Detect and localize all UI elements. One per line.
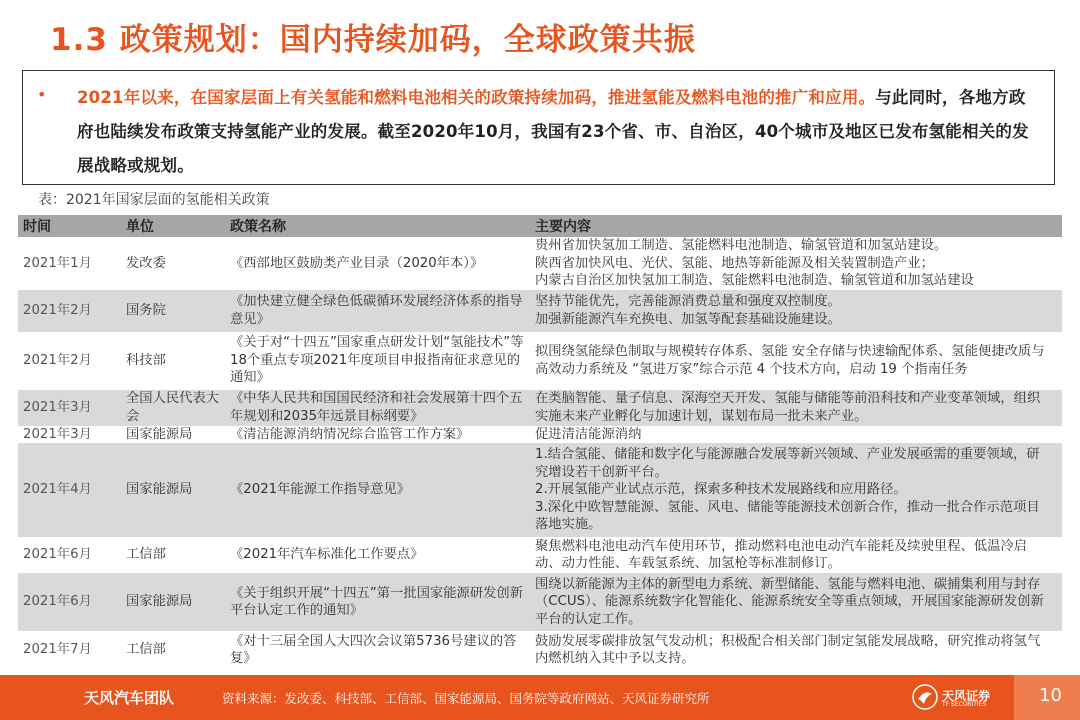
- cell-policy-name-text: 《西部地区鼓励类产业目录（2020年本）》: [230, 255, 484, 271]
- cell-policy-name: [225, 332, 530, 390]
- cell-content: [530, 237, 1062, 290]
- cell-policy-name: [225, 426, 530, 444]
- cell-date-text: 2021年4月: [23, 482, 92, 498]
- cell-unit-text: 全国人民代表大会: [126, 391, 220, 424]
- cell-content-text: 促进清洁能源消纳: [535, 426, 642, 442]
- cell-date-text: 2021年2月: [23, 302, 92, 318]
- cell-content: [530, 426, 1062, 444]
- summary-rest: 与此同时，各地方政府也陆续发布政策支持氢能产业的发展。截至2020年10月，我国有23个省、市、自治区，40个城市及地区已发布氢能相关的发展战略或规划。: [77, 88, 1029, 175]
- table-row: [18, 237, 1062, 290]
- cell-content: [530, 290, 1062, 332]
- table-header-row: [18, 215, 1062, 237]
- cell-content-text: 鼓励发展零碳排放氢气发动机；积极配合相关部门制定氢能发展战略，研究推动将氢气内燃机纳入其中予以支持。: [535, 633, 1041, 666]
- cell-policy-name: [225, 573, 530, 631]
- cell-date-text: 2021年6月: [23, 594, 92, 610]
- cell-unit: [121, 332, 225, 390]
- cell-unit-text: 工信部: [126, 642, 166, 658]
- cell-content-text: 聚焦燃料电池电动汽车使用环节，推动燃料电池电动汽车能耗及续驶里程、低温冷启动、动力性能、车载氢系统、加氢枪等标准制修订。: [535, 538, 1027, 571]
- header-content: 主要内容: [530, 215, 1062, 237]
- cell-content: [530, 631, 1062, 669]
- cell-unit-text: 国家能源局: [126, 426, 193, 442]
- cell-policy-name: [225, 390, 530, 426]
- header-unit: 单位: [121, 215, 225, 237]
- cell-policy-name: [225, 237, 530, 290]
- cell-date-text: 2021年2月: [23, 352, 92, 368]
- cell-date: [18, 573, 121, 631]
- cell-content: [530, 443, 1062, 537]
- summary-box: [22, 70, 1055, 185]
- cell-content: [530, 573, 1062, 631]
- table-row: [18, 332, 1062, 390]
- cell-unit: [121, 237, 225, 290]
- cell-policy-name-text: 《清洁能源消纳情况综合监管工作方案》: [230, 426, 470, 442]
- policy-table: [18, 215, 1062, 669]
- cell-policy-name: [225, 443, 530, 537]
- cell-unit-text: 科技部: [126, 352, 166, 368]
- page-title: 1.3 政策规划：国内持续加码，全球政策共振: [50, 22, 696, 58]
- cell-unit-text: 工信部: [126, 547, 166, 563]
- footer-team: 天风汽车团队: [84, 689, 175, 707]
- cell-policy-name-text: 《中华人民共和国国民经济和社会发展第十四个五年规划和2035年远景目标纲要》: [230, 391, 523, 424]
- cell-unit-text: 国务院: [126, 302, 166, 318]
- cell-unit-text: 国家能源局: [126, 594, 193, 610]
- cell-content-text: 1.结合氢能、储能和数字化与能源融合发展等新兴领域、产业发展亟需的重要领域，研究增设若干创新平台。 2.开展氢能产业试点示范，探索多种技术发展路线和应用路径。 3.深化中欧智慧能源、氢能、风电、储能等能源技术创新合作，推动一批合作示范项目落地实施。: [535, 447, 1040, 533]
- cell-unit: [121, 537, 225, 573]
- table-row: [18, 537, 1062, 573]
- company-logo: [912, 684, 1014, 712]
- header-policy-name: 政策名称: [225, 215, 530, 237]
- logo-text: 天风证券: [942, 689, 991, 703]
- page-number-box: [1014, 675, 1080, 720]
- footer-source: 资料来源：发改委、科技部、工信部、国家能源局、国务院等政府网站、天风证券研究所: [222, 691, 710, 706]
- table-body: [18, 237, 1062, 669]
- cell-content-text: 贵州省加快氢加工制造、氢能燃料电池制造、输氢管道和加氢站建设。 陕西省加快风电、光伏、氢能、地热等新能源及相关装置制造产业； 内蒙古自治区加快氢加工制造、氢能燃料电池制造、输氢管道和加氢站建设: [535, 238, 974, 288]
- cell-date-text: 2021年3月: [23, 399, 92, 415]
- cell-content: [530, 390, 1062, 426]
- cell-date: [18, 426, 121, 444]
- table-row: [18, 631, 1062, 669]
- logo-subtext: TF SECURITIES: [942, 701, 987, 708]
- cell-content-text: 坚持节能优先，完善能源消费总量和强度双控制度。 加强新能源汽车充换电、加氢等配套基础设施建设。: [535, 294, 841, 327]
- cell-date-text: 2021年3月: [23, 426, 92, 442]
- cell-unit-text: 国家能源局: [126, 482, 193, 498]
- cell-policy-name-text: 《加快建立健全绿色低碳循环发展经济体系的指导意见》: [230, 294, 523, 327]
- cell-date-text: 2021年6月: [23, 547, 92, 563]
- table-row: [18, 426, 1062, 444]
- cell-policy-name: [225, 290, 530, 332]
- cell-unit: [121, 390, 225, 426]
- cell-policy-name-text: 《关于组织开展“十四五”第一批国家能源研发创新平台认定工作的通知》: [230, 585, 524, 618]
- cell-date: [18, 237, 121, 290]
- cell-date-text: 2021年1月: [23, 255, 92, 271]
- cell-date: [18, 290, 121, 332]
- table-row: [18, 390, 1062, 426]
- summary-highlight: 2021年以来，在国家层面上有关氢能和燃料电池相关的政策持续加码，推进氢能及燃料电池的推广和应用。: [77, 88, 876, 107]
- cell-policy-name-text: 《关于对“十四五”国家重点研发计划“氢能技术”等18个重点专项2021年度项目申报指南征求意见的通知》: [230, 335, 524, 386]
- cell-unit: [121, 426, 225, 444]
- bullet-icon: •: [37, 85, 47, 104]
- table-caption: 表：2021年国家层面的氢能相关政策: [38, 192, 270, 208]
- table-row: [18, 443, 1062, 537]
- cell-content-text: 拟围绕氢能绿色制取与规模转存体系、氢能 安全存储与快速输配体系、氢能便捷改质与高效动力系统及 “氢进万家”综合示范 4 个技术方向，启动 19 个指南任务: [535, 344, 1045, 377]
- cell-unit: [121, 631, 225, 669]
- cell-unit: [121, 573, 225, 631]
- cell-date: [18, 390, 121, 426]
- cell-content: [530, 332, 1062, 390]
- header-date: 时间: [18, 215, 121, 237]
- footer-bar: [0, 675, 1080, 720]
- cell-content-text: 在类脑智能、量子信息、深海空天开发、氢能与储能等前沿科技和产业变革领域，组织实施未来产业孵化与加速计划，谋划布局一批未来产业。: [535, 391, 1041, 424]
- summary-text: [45, 81, 1040, 183]
- cell-policy-name: [225, 631, 530, 669]
- cell-policy-name-text: 《2021年汽车标准化工作要点》: [230, 547, 424, 563]
- cell-date: [18, 537, 121, 573]
- logo-icon: [912, 684, 938, 710]
- cell-unit: [121, 290, 225, 332]
- table-row: [18, 573, 1062, 631]
- cell-content: [530, 537, 1062, 573]
- cell-content-text: 围绕以新能源为主体的新型电力系统、新型储能、氢能与燃料电池、碳捕集利用与封存（CCUS）、能源系统数字化智能化、能源系统安全等重点领域，开展国家能源研发创新平台的认定工作。: [535, 576, 1044, 627]
- cell-unit: [121, 443, 225, 537]
- page-number: 10: [1039, 685, 1062, 706]
- cell-policy-name-text: 《2021年能源工作指导意见》: [230, 482, 411, 498]
- table-row: [18, 290, 1062, 332]
- cell-unit-text: 发改委: [126, 255, 166, 271]
- cell-date: [18, 631, 121, 669]
- cell-policy-name-text: 《对十三届全国人大四次会议第5736号建议的答复》: [230, 633, 517, 666]
- cell-policy-name: [225, 537, 530, 573]
- cell-date: [18, 332, 121, 390]
- cell-date-text: 2021年7月: [23, 642, 92, 658]
- cell-date: [18, 443, 121, 537]
